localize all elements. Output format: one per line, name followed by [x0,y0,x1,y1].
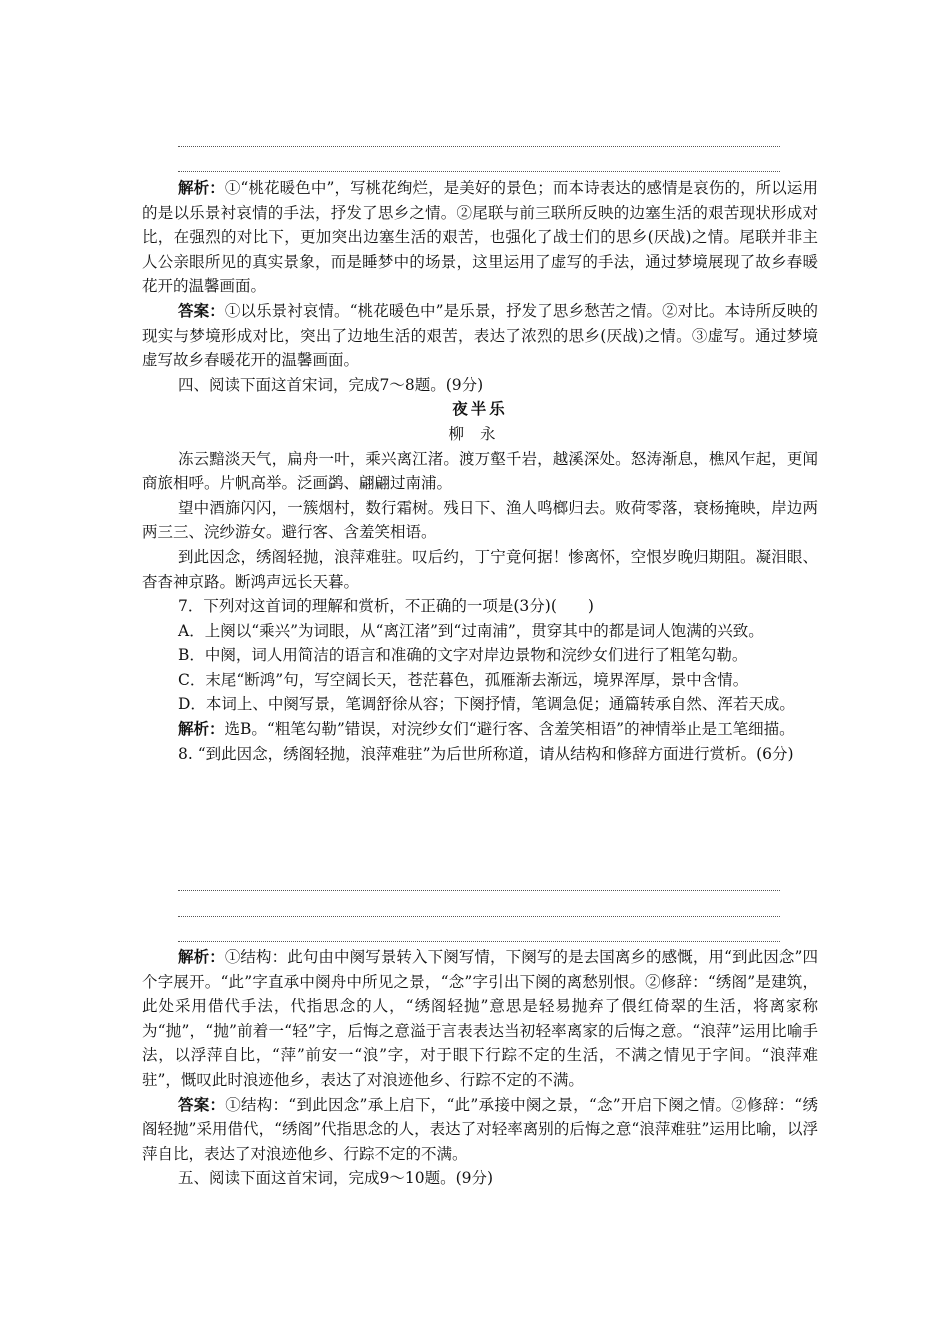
answer-blank-line-2 [178,171,780,172]
section-1-block [142,176,818,766]
section-8-block [142,945,818,1191]
section-5-heading: 五、阅读下面这首宋词，完成9～10题。(9分) [178,1169,494,1188]
answer-text: ①以乐景衬哀情。“桃花暖色中”是乐景，抒发了思乡愁苦之情。②对比。本诗所反映的现实与梦境形成对比，突出了边地生活的艰苦，表达了浓烈的思乡(厌战)之情。③虚写。通过梦境虚写故乡春暖花开的温馨画面。 [142,301,818,370]
answer-blank-line-4 [178,916,780,917]
question-7-analysis [142,717,818,742]
question-7-stem: 7．下列对这首词的理解和赏析，不正确的一项是(3分)( ) [178,597,594,616]
answer-blank-line-5 [178,941,780,942]
poem-title: 夜半乐 [452,399,508,419]
answer-blank-line-1 [178,146,780,147]
section-1-answer [142,299,818,373]
section-1-analysis [142,176,818,299]
answer-text: ①结构：“到此因念”承上启下，“此”承接中阕之景，“念”开启下阕之情。②修辞：“绣阁轻抛”采用借代，“绣阁”代指思念的人，表达了对轻率离别的后悔之意“浪萍难驻”运用比喻，以浮萍自比，表达了对浪迹他乡、行踪不定的不满。 [142,1095,818,1163]
analysis-label: 解析： [178,719,225,739]
analysis-label: 解析： [178,947,225,966]
question-7-option-c: C．末尾“断鸿”句，写空阔长天，苍茫暮色，孤雁渐去渐远，境界浑厚，景中含情。 [178,670,749,689]
answer-label: 答案： [178,300,225,320]
poem-stanza-1: 冻云黯淡天气，扁舟一叶，乘兴离江渚。渡万壑千岩，越溪深处。怒涛渐息，樵风乍起，更闻商旅相呼。片帆高举。泛画鹢、翩翩过南浦。 [142,449,818,493]
poem-stanza-3: 到此因念，绣阁轻抛，浪萍难驻。叹后约，丁宁竟何据！惨离怀，空恨岁晚归期阻。凝泪眼、杳杳神京路。断鸿声远长天暮。 [142,547,818,591]
question-8-answer [142,1093,818,1167]
answer-label: 答案： [178,1094,226,1114]
answer-blank-line-3 [178,890,780,891]
question-7-option-b: B．中阕，词人用简洁的语言和准确的文字对岸边景物和浣纱女们进行了粗笔勾勒。 [178,646,748,665]
analysis-text: ①结构：此句由中阕写景转入下阕写情，下阕写的是去国离乡的感慨，用“到此因念”四个字展开。“此”字直承中阕舟中所见之景，“念”字引出下阕的离愁别恨。②修辞：“绣阁”是建筑，此处采用借代手法，代指思念的人，“绣阁轻抛”意思是轻易抛弃了偎红倚翠的生活，将离家称为“抛”，“抛”前着一“轻”字，后悔之意溢于言表表达当初轻率离家的后悔之意。“浪萍”运用比喻手法，以浮萍自比，“萍”前安一“浪”字，对于眼下行踪不定的生活，不满之情见于字间。“浪萍难驻”，慨叹此时浪迹他乡，表达了对浪迹他乡、行踪不定的不满。 [142,948,818,1089]
question-8-analysis [142,945,818,1093]
question-8-stem: 8. “到此因念，绣阁轻抛，浪萍难驻”为后世所称道，请从结构和修辞方面进行赏析。(6分) [178,744,794,763]
analysis-text: ①“桃花暖色中”，写桃花绚烂，是美好的景色；而本诗表达的感情是哀伤的，所以运用的是以乐景衬哀情的手法，抒发了思乡之情。②尾联与前三联所反映的边塞生活的艰苦现状形成对比，在强烈的对比下，更加突出边塞生活的艰苦，也强化了战士们的思乡(厌战)之情。尾联并非主人公亲眼所见的真实景象，而是睡梦中的场景，这里运用了虚写的手法，通过梦境展现了故乡春暖花开的温馨画面。 [142,179,818,296]
poem-stanza-2: 望中酒旆闪闪，一簇烟村，数行霜树。残日下、渔人鸣榔归去。败荷零落，衰杨掩映，岸边两两三三、浣纱游女。避行客、含羞笑相语。 [142,498,818,542]
analysis-label: 解析： [178,178,225,197]
question-7-option-a: A．上阕以“乘兴”为词眼，从“离江渚”到“过南浦”，贯穿其中的都是词人饱满的兴致。 [178,621,764,640]
section-4-heading: 四、阅读下面这首宋词，完成7～8题。(9分) [178,375,484,394]
question-7-option-d: D．本词上、中阕写景，笔调舒徐从容；下阕抒情，笔调急促；通篇转承自然、浑若天成。 [178,695,795,714]
analysis-text: 选B。“粗笔勾勒”错误，对浣纱女们“避行客、含羞笑相语”的神情举止是工笔细描。 [224,720,795,739]
poem-author: 柳永 [448,424,512,443]
